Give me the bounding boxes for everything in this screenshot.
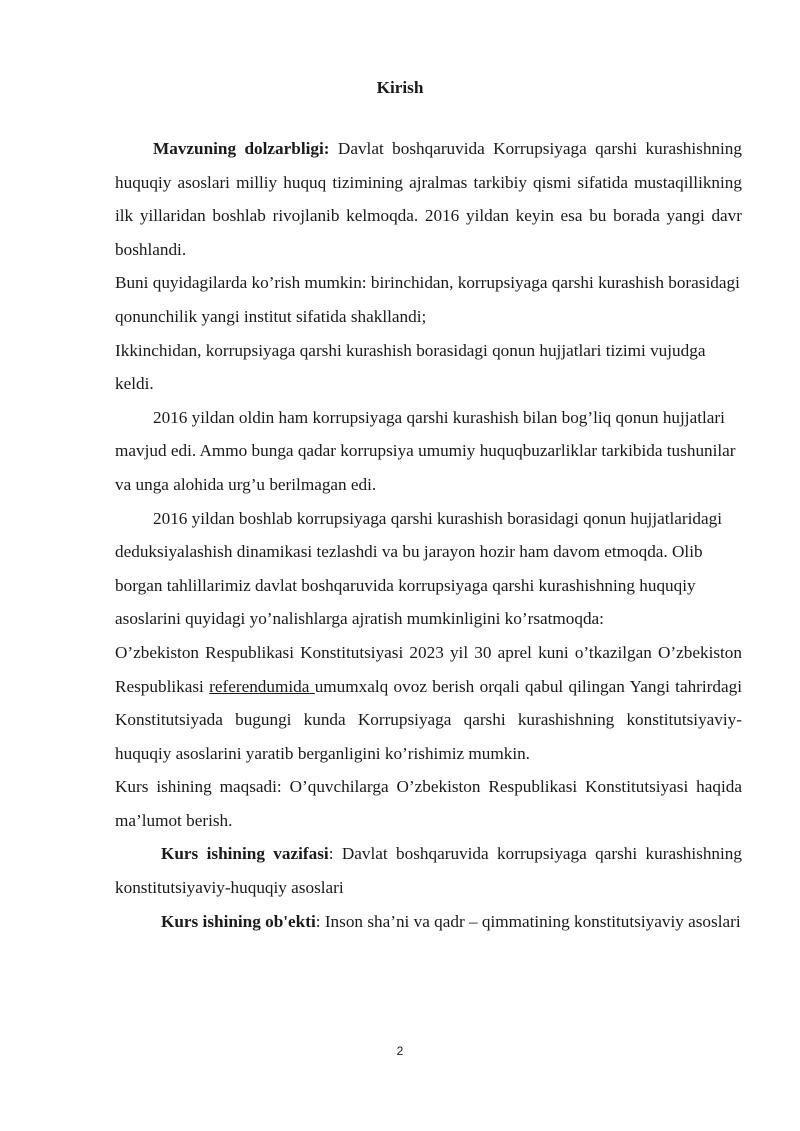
paragraph-first-point: Buni quyidagilarda ko’rish mumkin: birinchidan, korrupsiyaga qarshi kurashish borasidagi qonunchilik yangi institut sifatida shakllandi; (115, 273, 740, 326)
page-number: 2 (396, 1044, 404, 1058)
relevance-heading: Mavzuning dolzarbligi: (153, 139, 330, 158)
object-text: : Inson sha’ni va qadr – qimmatining konstitutsiyaviy asoslari (315, 911, 741, 931)
constitution-text-end: umumxalq ovoz berish orqali qabul qilingan Yangi tahrirdagi Konstitutsiyada bugungi kunda Korrupsiyaga qarshi kurashishning konstitutsiyaviy-huquqiy asoslarini yaratib berganligini ko’rishimiz mumkin. (115, 676, 742, 763)
object-heading: Kurs ishining ob'ekti (161, 911, 316, 931)
paragraph-before-2016: 2016 yildan oldin ham korrupsiyaga qarshi kurashish bilan bog’liq qonun hujjatlari mavjud edi. Ammo bunga qadar korrupsiya umumiy huquqbuzarliklar tarkibida tushunilar va unga alohida urg’u berilmagan edi. (115, 407, 736, 494)
paragraph-relevance (115, 132, 742, 266)
paragraph-task (115, 837, 742, 904)
paragraph-goal: Kurs ishining maqsadi: O’quvchilarga O’zbekiston Respublikasi Konstitutsiyasi haqida ma’lumot berish. (115, 777, 742, 830)
task-text: : Davlat boshqaruvida korrupsiyaga qarshi kurashishning konstitutsiyaviy-huquqiy asoslari (115, 844, 742, 898)
page-title: Kirish (376, 78, 424, 97)
paragraph-since-2016: 2016 yildan boshlab korrupsiyaga qarshi kurashish borasidagi qonun hujjatlaridagi deduksiyalashish dinamikasi tezlashdi va bu jarayon hozir ham davom etmoqda. Olib borgan tahlillarimiz davlat boshqaruvida korrupsiyaga qarshi kurashishning huquqiy asoslarini quyidagi yo’nalishlarga ajratish mumkinligini ko’rsatmoqda: (115, 508, 722, 629)
document-body (115, 132, 742, 938)
paragraph-second-point: Ikkinchidan, korrupsiyaga qarshi kurashish borasidagi qonun hujjatlari tizimi vujudga keldi. (115, 340, 706, 394)
paragraph-constitution (115, 636, 742, 770)
relevance-text: Davlat boshqaruvida Korrupsiyaga qarshi kurashishning huquqiy asoslari milliy huquq tizimining ajralmas tarkibiy qismi sifatida mustaqillikning ilk yillaridan boshlab rivojlanib kelmoqda. 2016 yildan keyin esa bu borada yangi davr boshlandi. (115, 139, 742, 259)
constitution-text-start: O’zbekiston Respublikasi Konstitutsiyasi 2023 yil 30 aprel kuni o’tkazilgan O’zbekiston Respublikasi (115, 642, 742, 696)
task-heading: Kurs ishining vazifasi (161, 844, 329, 864)
referendum-link[interactable]: referendumida (209, 676, 315, 696)
paragraph-object (115, 905, 742, 939)
